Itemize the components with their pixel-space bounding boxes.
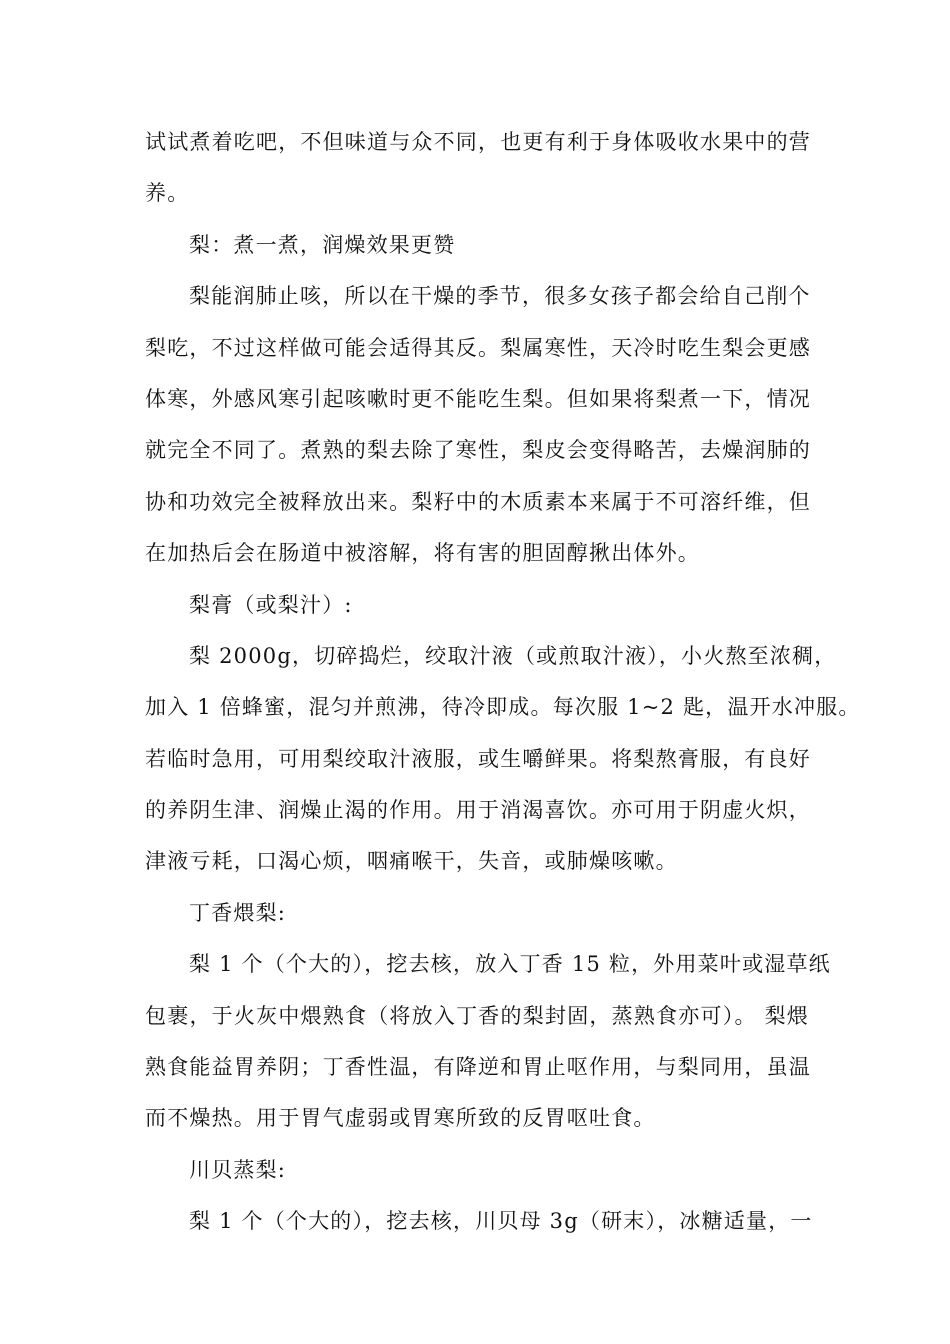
text-line: 梨吃，不过这样做可能会适得其反。梨属寒性，天冷时吃生梨会更感 <box>145 335 811 360</box>
text-line: 试试煮着吃吧，不但味道与众不同，也更有利于身体吸收水果中的营 <box>145 130 811 154</box>
text-line: 养。 <box>145 181 190 206</box>
text-line: 梨 2000g，切碎捣烂，绞取汁液（或煎取汁液），小火熬至浓稠， <box>189 643 837 668</box>
text-line: 梨 1 个（个大的），挖去核，川贝母 3g（研末），冰糖适量，一 <box>189 1209 813 1234</box>
text-line: 梨 1 个（个大的），挖去核，放入丁香 15 粒，外用菜叶或湿草纸 <box>189 952 831 977</box>
section-heading: 梨：煮一煮，润燥效果更赞 <box>189 232 456 257</box>
text-line: 体寒，外感风寒引起咳嗽时更不能吃生梨。但如果将梨煮一下，情况 <box>145 386 811 411</box>
body-text <box>145 117 861 1248</box>
text-line: 津液亏耗，口渴心烦，咽痛喉干，失音，或肺燥咳嗽。 <box>145 849 678 874</box>
text-line: 就完全不同了。煮熟的梨去除了寒性，梨皮会变得略苦，去燥润肺的 <box>145 438 811 463</box>
text-line: 的养阴生津、润燥止渴的作用。用于消渴喜饮。亦可用于阴虚火炽， <box>145 798 811 823</box>
recipe-heading: 丁香煨梨: <box>189 900 287 925</box>
recipe-heading: 川贝蒸梨: <box>189 1157 287 1182</box>
text-line: 熟食能益胃养阴；丁香性温，有降逆和胃止呕作用，与梨同用，虽温 <box>145 1055 811 1080</box>
text-line: 在加热后会在肠道中被溶解，将有害的胆固醇揪出体外。 <box>145 541 700 566</box>
text-line: 协和功效完全被释放出来。梨籽中的木质素本来属于不可溶纤维，但 <box>145 489 811 514</box>
text-line: 梨能润肺止咳，所以在干燥的季节，很多女孩子都会给自己削个 <box>189 284 811 309</box>
text-line: 而不燥热。用于胃气虚弱或胃寒所致的反胃呕吐食。 <box>145 1106 656 1131</box>
text-line: 包裹，于火灰中煨熟食（将放入丁香的梨封固，蒸熟食亦可）。 梨煨 <box>145 1003 809 1028</box>
text-line: 加入 1 倍蜂蜜，混匀并煎沸，待冷即成。每次服 1~2 匙，温开水冲服。 <box>145 695 861 720</box>
recipe-heading: 梨膏（或梨汁）: <box>189 592 353 617</box>
text-line: 若临时急用，可用梨绞取汁液服，或生嚼鲜果。将梨熬膏服，有良好 <box>145 746 811 771</box>
